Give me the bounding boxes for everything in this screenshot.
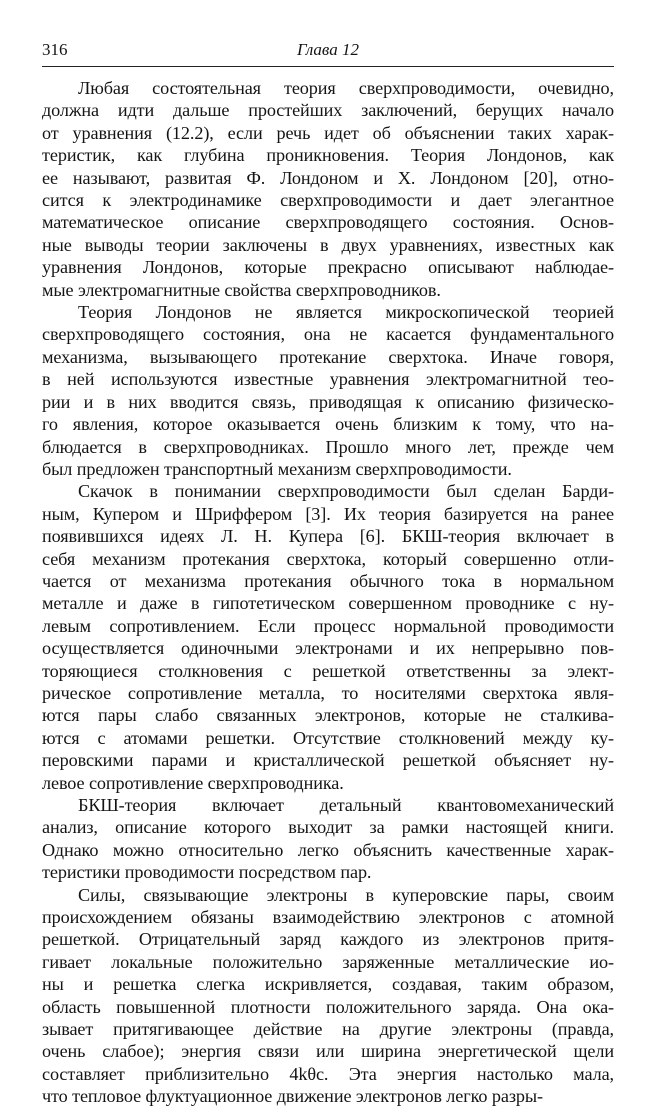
text-line: чается от механизма протекания обычного тока в нормальном	[42, 570, 614, 591]
text-line: го явления, которое оказывается очень близким к тому, что на-	[42, 414, 614, 435]
text-line: очень слабое); энергия связи или ширина энергетической щели	[42, 1041, 614, 1062]
text-line: теристик, как глубина проникновения. Теория Лондонов, как	[42, 145, 614, 166]
text-line: был предложен транспортный механизм сверхпроводимости.	[42, 458, 512, 479]
running-head-chapter: Глава 12	[297, 40, 359, 59]
text-line: мые электромагнитные свойства сверхпроводников.	[42, 279, 441, 300]
text-line: рическое сопротивление металла, то носителями сверхтока явля-	[42, 682, 614, 703]
paragraph	[42, 480, 614, 794]
text-line: зывает притягивающее действие на другие электроны (правда,	[42, 1019, 614, 1040]
text-line: область повышенной плотности положительного заряда. Она ока-	[42, 996, 614, 1017]
paragraph	[42, 794, 614, 884]
page-number: 316	[42, 40, 68, 59]
text-line: БКШ-теория включает детальный квантовомеханический	[78, 795, 614, 815]
text-line: перовскими парами и кристаллической решеткой объясняет ну-	[42, 750, 614, 771]
text-line: рии и в них вводится связь, приводящая к описанию физическо-	[42, 391, 614, 412]
text-line: уравнения Лондонов, которые прекрасно описывают наблюдае-	[42, 257, 614, 278]
text-line: левым сопротивлением. Если процесс нормальной проводимости	[42, 615, 614, 636]
page-header	[42, 40, 614, 64]
text-line: гивает локальные положительно заряженные металлические ио-	[42, 951, 614, 972]
text-line: ются с атомами решетки. Отсутствие столкновений между ку-	[42, 727, 614, 748]
text-line: ным, Купером и Шриффером [3]. Их теория базируется на ранее	[42, 503, 614, 524]
text-line: Однако можно относительно легко объяснить качественные харак-	[42, 839, 614, 860]
paragraph	[42, 301, 614, 480]
text-line: решеткой. Отрицательный заряд каждого из электронов притя-	[42, 929, 614, 950]
text-line: левое сопротивление сверхпроводника.	[42, 772, 344, 793]
text-line: от уравнения (12.2), если речь идет об объяснении таких харак-	[42, 122, 614, 143]
text-line: в ней используются известные уравнения электромагнитной тео-	[42, 369, 614, 390]
text-line: составляет приблизительно 4kθc. Эта энергия настолько мала,	[42, 1063, 614, 1084]
text-line: Теория Лондонов не является микроскопической теорией	[78, 302, 614, 323]
text-line: ее называют, развитая Ф. Лондоном и Х. Лондоном [20], отно-	[42, 167, 614, 188]
text-line: ются пары слабо связанных электронов, которые не сталкива-	[42, 705, 614, 726]
text-line: анализ, описание которого выходит за рамки настоящей книги.	[42, 817, 614, 838]
text-line: сится к электродинамике сверхпроводимости и дает элегантное	[42, 190, 614, 211]
body-text	[42, 77, 614, 1108]
text-line: происхождением обязаны взаимодействию электронов с атомной	[42, 907, 614, 928]
text-line: блюдается в сверхпроводниках. Прошло много лет, прежде чем	[42, 436, 614, 457]
text-line: появившихся идеях Л. Н. Купера [6]. БКШ-теория включает в	[42, 526, 614, 547]
text-line: Силы, связывающие электроны в куперовские пары, своим	[78, 884, 614, 905]
text-line: должна идти дальше простейших заключений, берущих начало	[42, 100, 614, 121]
text-line: ные выводы теории заключены в двух уравнениях, известных как	[42, 234, 614, 255]
text-line: ны и решетка слегка искривляется, создавая, таким образом,	[42, 974, 614, 995]
text-line: Скачок в понимании сверхпроводимости был сделан Барди-	[78, 481, 614, 502]
text-line: торяющиеся столкновения с решеткой ответственны за элект-	[42, 660, 614, 681]
text-line: механизма, вызывающего протекание сверхтока. Иначе говоря,	[42, 346, 614, 367]
text-line: себя механизм протекания сверхтока, который совершенно отли-	[42, 548, 614, 569]
paragraph	[42, 884, 614, 1108]
text-line: Любая состоятельная теория сверхпроводимости, очевидно,	[78, 78, 614, 98]
text-line: осуществляется одиночными электронами и их непрерывно пов-	[42, 638, 614, 659]
text-line: математическое описание сверхпроводящего состояния. Основ-	[42, 212, 614, 233]
text-line: теристики проводимости посредством пар.	[42, 862, 372, 883]
text-line: что тепловое флуктуационное движение электронов легко разры-	[42, 1086, 543, 1107]
text-line: металле и даже в гипотетическом совершенном проводнике с ну-	[42, 593, 614, 614]
paragraph	[42, 77, 614, 301]
header-rule	[42, 66, 614, 67]
text-line: сверхпроводящего состояния, она не касается фундаментального	[42, 324, 614, 345]
